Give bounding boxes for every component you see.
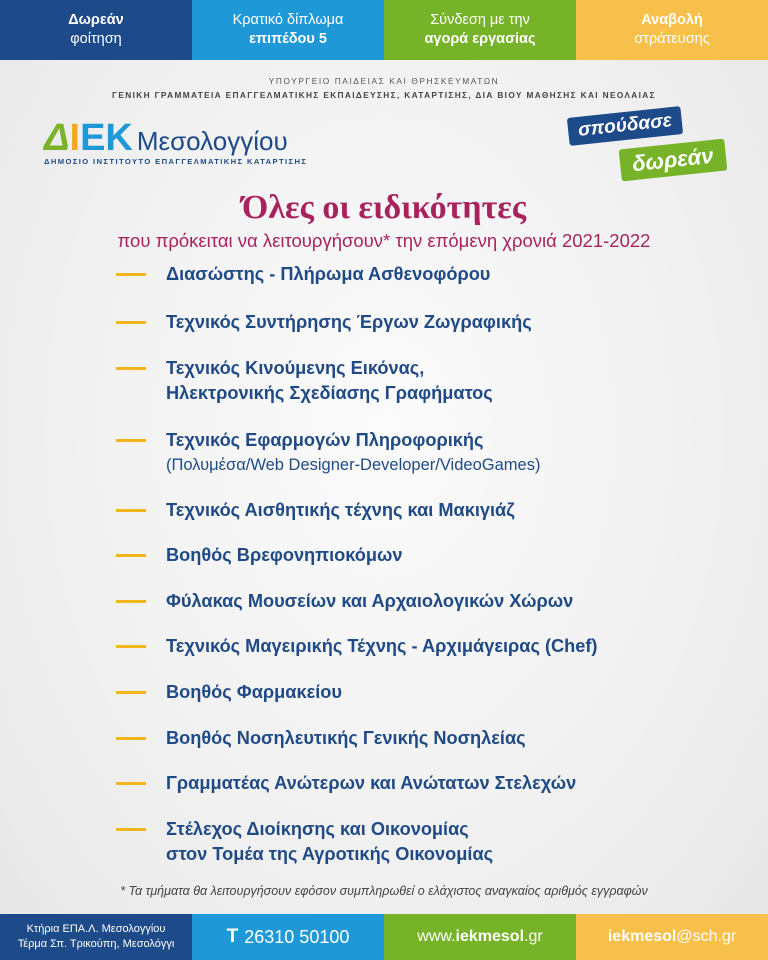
website-suffix: .gr: [524, 928, 543, 945]
website-domain: iekmesol: [455, 928, 525, 945]
bullet-dash-icon: [116, 782, 146, 785]
bullet-dash-icon: [116, 600, 146, 603]
address-line-2: Τέρμα Σπ. Τρικούπη, Μεσολόγγι: [17, 938, 175, 950]
specialty-title: Τεχνικός Κινούμενης Εικόνας,: [166, 358, 425, 378]
benefit-bold-text: επιπέδου 5: [249, 31, 327, 47]
bullet-dash-icon: [116, 273, 146, 276]
specialty-title-line-2: στον Τομέα της Αγροτικής Οικονομίας: [166, 844, 494, 864]
ministry-header: [0, 74, 768, 102]
logo-mark: [44, 118, 307, 158]
badge-bottom-label: δωρεάν: [619, 139, 727, 182]
bullet-dash-icon: [116, 439, 146, 442]
benefit-job-market: [384, 0, 576, 60]
ministry-line-2: ΓΕΝΙΚΗ ΓΡΑΜΜΑΤΕΙΑ ΕΠΑΓΓΕΛΜΑΤΙΚΗΣ ΕΚΠΑΙΔΕΥΣΗΣ, ΚΑΤΑΡΤΙΣΗΣ, ΔΙΑ ΒΙΟΥ ΜΑΘΗΣΗΣ ΚΑΙ ΝΕΟΛΑΙΑΣ: [112, 90, 656, 100]
specialty-note: (Πολυμέσα/Web Designer-Developer/VideoGames): [166, 456, 541, 474]
website-prefix: www.: [417, 928, 456, 945]
address-block: [0, 914, 192, 960]
top-benefits-bar: [0, 0, 768, 60]
benefit-state-diploma: [192, 0, 384, 60]
address-line-1: Κτήρια ΕΠΑ.Λ. Μεσολογγίου: [26, 923, 166, 935]
page-title: Όλες οι ειδικότητες: [241, 189, 527, 226]
benefit-text: Σύνδεση με την: [430, 12, 530, 28]
benefit-bold-text: Αναβολή: [641, 12, 703, 28]
bullet-dash-icon: [116, 509, 146, 512]
specialty-title: Διασώστης - Πλήρωμα Ασθενοφόρου: [166, 264, 491, 284]
website-link[interactable]: [384, 914, 576, 960]
specialty-title: Τεχνικός Αισθητικής τέχνης και Μακιγιάζ: [166, 500, 515, 520]
benefit-bold-text: αγορά εργασίας: [424, 31, 536, 47]
specialty-title: Γραμματέας Ανώτερων και Ανώτατων Στελεχών: [166, 773, 577, 793]
specialty-title: Τεχνικός Συντήρησης Έργων Ζωγραφικής: [166, 312, 532, 332]
study-free-badge: [568, 112, 728, 182]
email-domain: @sch.gr: [676, 928, 737, 945]
bullet-dash-icon: [116, 554, 146, 557]
specialty-title: Τεχνικός Μαγειρικής Τέχνης - Αρχιμάγειρας (Chef): [166, 636, 598, 656]
bullet-dash-icon: [116, 828, 146, 831]
bullet-dash-icon: [116, 645, 146, 648]
phone-number[interactable]: 26310 50100: [244, 926, 350, 947]
specialty-title: Βοηθός Νοσηλευτικής Γενικής Νοσηλείας: [166, 728, 526, 748]
specialty-title: Βοηθός Φαρμακείου: [166, 682, 342, 702]
badge-top-label: σπούδασε: [567, 106, 683, 146]
logo-name: Μεσολογγίου: [136, 126, 288, 156]
logo-letter-i: I: [69, 117, 81, 159]
benefit-bold-text: Δωρεάν: [68, 12, 124, 28]
email-user: iekmesol: [607, 928, 677, 945]
benefit-text: Κρατικό δίπλωμα: [232, 12, 344, 28]
phone-block[interactable]: [192, 914, 384, 960]
phone-icon: T: [226, 926, 239, 947]
bullet-dash-icon: [116, 321, 146, 324]
benefit-text: στράτευσης: [634, 31, 710, 47]
bullet-dash-icon: [116, 737, 146, 740]
page-subtitle: που πρόκειται να λειτουργήσουν* την επόμενη χρονιά 2021-2022: [117, 230, 651, 251]
logo-letters-ek: EK: [80, 117, 133, 159]
bullet-dash-icon: [116, 691, 146, 694]
iek-logo: [44, 118, 307, 166]
specialty-title: Βοηθός Βρεφονηπιοκόμων: [166, 545, 403, 565]
benefit-text: φοίτηση: [70, 31, 122, 47]
logo-letter-a: Δ: [44, 117, 70, 159]
logo-subtitle: ΔΗΜΟΣΙΟ ΙΝΣΤΙΤΟΥΤΟ ΕΠΑΓΓΕΛΜΑΤΙΚΗΣ ΚΑΤΑΡΤΙΣΗΣ: [44, 157, 308, 166]
email-link[interactable]: [576, 914, 768, 960]
specialty-title: Στέλεχος Διοίκησης και Οικονομίας: [166, 819, 469, 839]
benefit-free-tuition: [0, 0, 192, 60]
footnote: * Τα τμήματα θα λειτουργήσουν εφόσον συμπληρωθεί ο ελάχιστος αναγκαίος αριθμός εγγραφών: [120, 884, 648, 898]
bullet-dash-icon: [116, 367, 146, 370]
contact-bar: [0, 914, 768, 960]
benefit-military-deferral: [576, 0, 768, 60]
ministry-line-1: ΥΠΟΥΡΓΕΙΟ ΠΑΙΔΕΙΑΣ ΚΑΙ ΘΡΗΣΚΕΥΜΑΤΩΝ: [268, 76, 500, 86]
specialty-title: Τεχνικός Εφαρμογών Πληροφορικής: [166, 430, 484, 450]
specialty-title: Φύλακας Μουσείων και Αρχαιολογικών Χώρων: [166, 591, 574, 611]
specialty-title-line-2: Ηλεκτρονικής Σχεδίασης Γραφήματος: [166, 383, 493, 403]
